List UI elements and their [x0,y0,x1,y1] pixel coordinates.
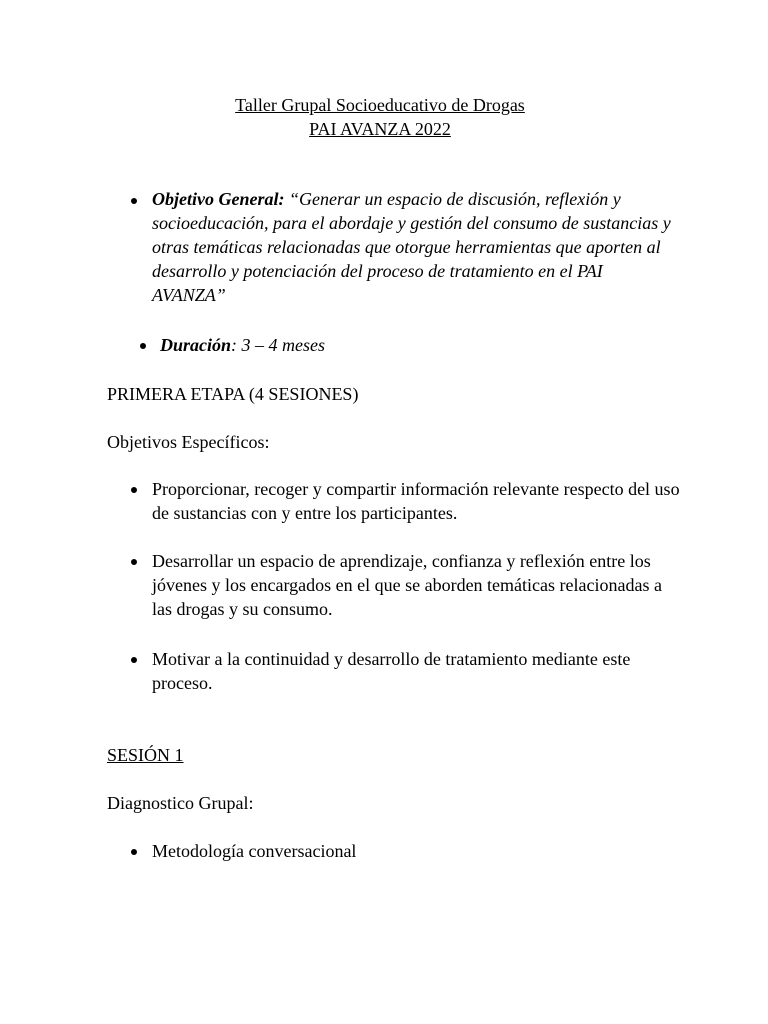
duration-text: : 3 – 4 meses [231,335,325,355]
objective-general-text: “Generar un espacio de discusión, reflexión y socioeducación, para el abordaje y gestión del consumo de sustancias y otras temáticas relacionadas que otorgue herramientas que aporten al desarrollo y potenciación del proceso de tratamiento en el PAI AVANZA” [152,189,671,305]
objective-item: Desarrollar un espacio de aprendizaje, confianza y reflexión entre los jóvenes y los encargados en el que se aborden temáticas relacionadas a las drogas y su consumo. [152,551,662,619]
bullet-dot [140,343,146,349]
objective-item: Motivar a la continuidad y desarrollo de tratamiento mediante este proceso. [152,649,631,693]
bullet-dot [131,198,137,204]
stage-heading: PRIMERA ETAPA (4 SESIONES) [107,384,359,404]
objective-general-label: Objetivo General: [152,189,285,209]
session-subheading: Diagnostico Grupal: [107,793,254,813]
objectives-label: Objetivos Específicos: [107,432,270,452]
session-heading: SESIÓN 1 [107,745,184,765]
bullet-dot [131,849,137,855]
document-title: Taller Grupal Socioeducativo de Drogas [235,95,525,115]
session-item: Metodología conversacional [152,841,357,861]
bullet-dot [131,559,137,565]
objective-general-item [152,187,672,307]
document-subtitle: PAI AVANZA 2022 [309,119,451,139]
objective-item: Proporcionar, recoger y compartir información relevante respecto del uso de sustancias con y entre los participantes. [152,479,680,523]
duration-item [160,333,680,357]
duration-label: Duración [160,335,232,355]
bullet-dot [131,657,137,663]
bullet-dot [131,487,137,493]
